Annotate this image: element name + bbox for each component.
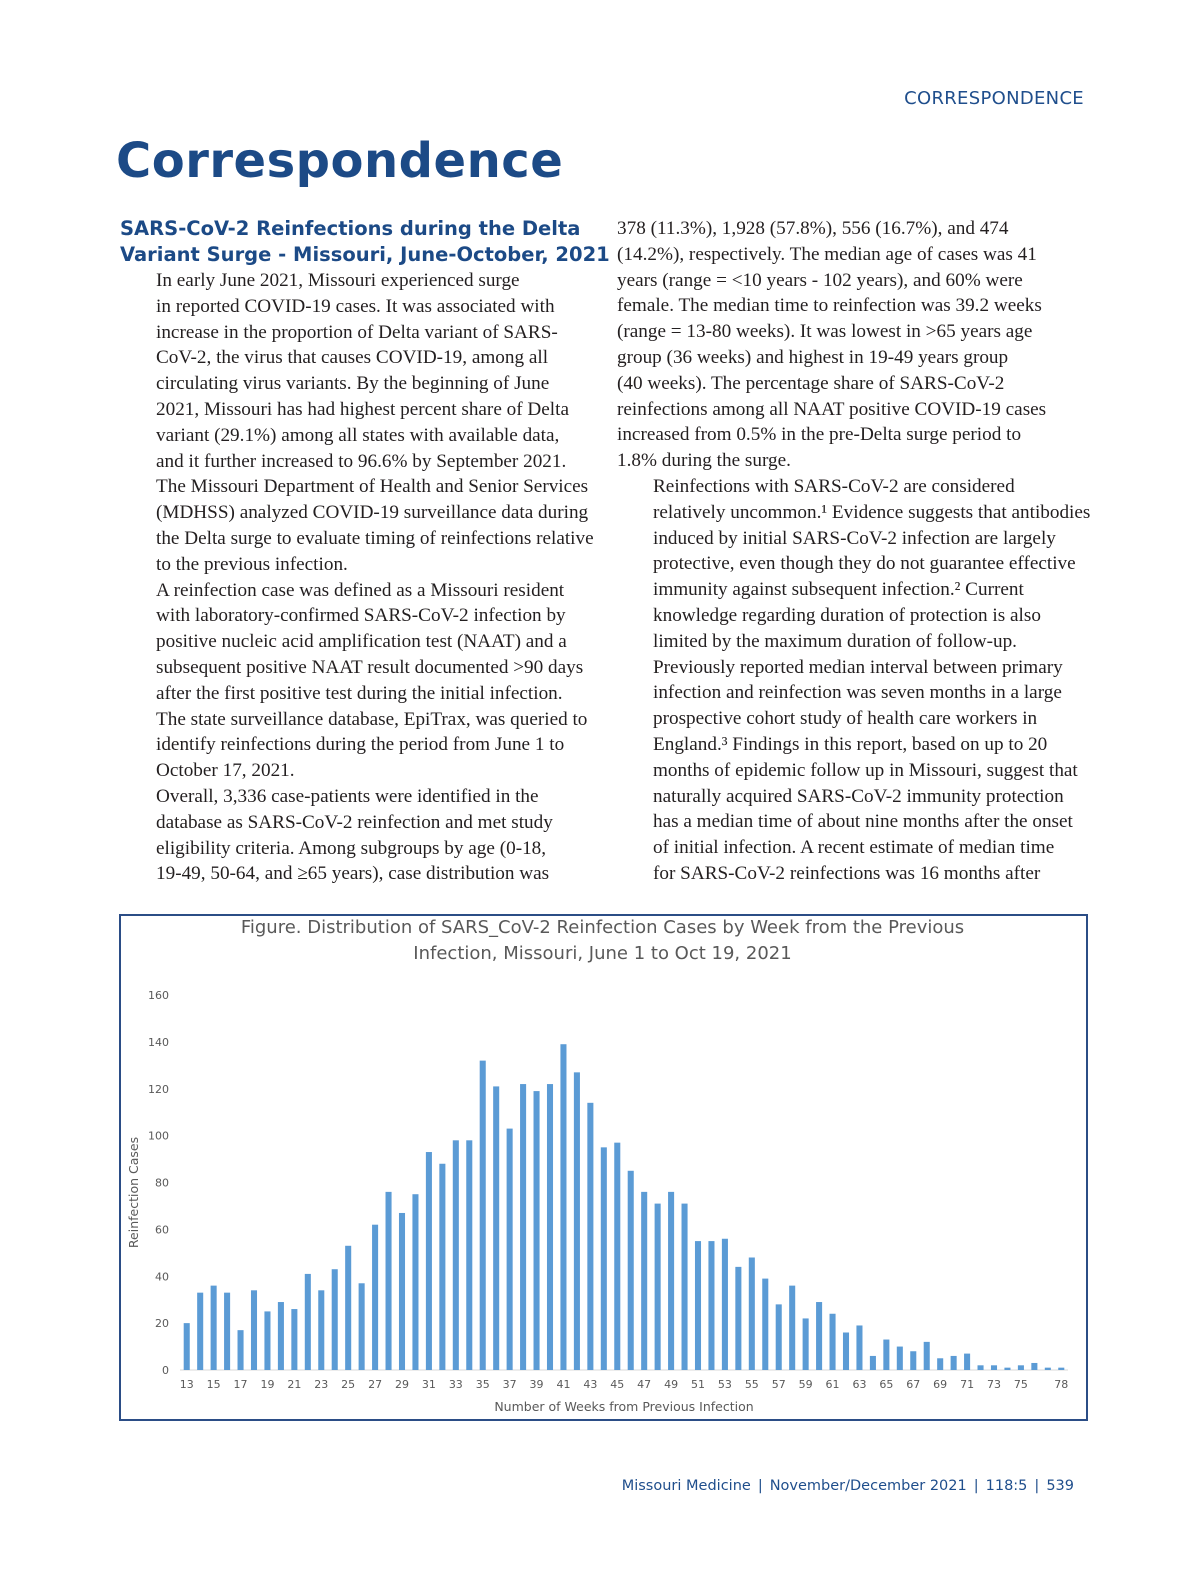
bar	[978, 1365, 984, 1370]
y-tick-label: 160	[148, 989, 169, 1002]
bar	[560, 1044, 566, 1370]
x-tick-label: 41	[556, 1378, 571, 1391]
text-line: CoV-2, the virus that causes COVID-19, among all	[156, 347, 549, 369]
text-line: infection and reinfection was seven months in a large	[653, 682, 1062, 704]
text-line: induced by initial SARS-CoV-2 infection are largely	[653, 527, 1056, 549]
x-tick-label: 75	[1013, 1378, 1028, 1391]
bar	[439, 1164, 445, 1370]
y-tick-label: 20	[155, 1317, 169, 1331]
bar	[305, 1274, 311, 1370]
bar	[211, 1286, 217, 1370]
bar	[789, 1286, 795, 1370]
y-tick-label: 140	[148, 1035, 169, 1049]
x-tick-label: 17	[233, 1378, 248, 1391]
bar	[224, 1293, 230, 1370]
text-line: with laboratory-confirmed SARS-CoV-2 infection by	[156, 605, 566, 627]
bar	[318, 1290, 324, 1370]
text-line: variant (29.1%) among all states with available data,	[156, 424, 560, 446]
separator: |	[1034, 1478, 1040, 1494]
chart-title	[120, 915, 1085, 967]
bar	[668, 1192, 674, 1370]
reinfection-bar-chart	[120, 975, 1085, 1419]
x-tick-label: 45	[610, 1378, 625, 1391]
text-line: England.³ Findings in this report, based on up to 20	[653, 733, 1048, 755]
text-line: for SARS-CoV-2 reinfections was 16 months after	[653, 862, 1041, 884]
x-tick-label: 63	[852, 1378, 867, 1391]
y-tick-label: 40	[155, 1270, 169, 1284]
bar	[345, 1246, 351, 1370]
text-line: prospective cohort study of health care workers in	[653, 708, 1038, 730]
bar	[883, 1340, 889, 1370]
text-line: The state surveillance database, EpiTrax, was queried to	[156, 708, 588, 730]
text-line: has a median time of about nine months after the onset	[653, 811, 1073, 833]
text-line: 19-49, 50-64, and ≥65 years), case distribution was	[156, 863, 550, 885]
bar	[399, 1213, 405, 1370]
bar	[251, 1290, 257, 1370]
bar	[1031, 1363, 1037, 1370]
text-line: 1.8% during the surge.	[617, 450, 791, 472]
separator: |	[973, 1478, 979, 1494]
volume-issue: 118:5	[985, 1478, 1028, 1494]
text-line: group (36 weeks) and highest in 19-49 years group	[617, 346, 1009, 368]
bar	[1018, 1365, 1024, 1370]
x-tick-label: 31	[421, 1378, 436, 1391]
bar	[493, 1086, 499, 1370]
bar	[278, 1302, 284, 1370]
y-axis-title: Reinfection Cases	[126, 1136, 141, 1249]
bar	[964, 1354, 970, 1370]
bar	[749, 1258, 755, 1371]
text-line: protective, even though they do not guarantee effective	[653, 553, 1076, 575]
x-tick-label: 67	[906, 1378, 921, 1391]
bar	[291, 1309, 297, 1370]
bar	[870, 1356, 876, 1370]
bar	[587, 1103, 593, 1370]
x-tick-label: 43	[583, 1378, 598, 1391]
paragraph	[120, 268, 592, 578]
paragraph	[617, 216, 1089, 474]
text-line: A reinfection case was defined as a Missouri resident	[156, 579, 565, 601]
text-line: to the previous infection.	[156, 553, 348, 575]
bar	[762, 1279, 768, 1370]
article-title-line: SARS-CoV-2 Reinfections during the Delta	[120, 217, 581, 240]
bar	[951, 1356, 957, 1370]
x-tick-label: 47	[637, 1378, 652, 1391]
text-line: 2021, Missouri has had highest percent share of Delta	[156, 398, 569, 420]
bar	[1045, 1368, 1051, 1370]
bar	[910, 1351, 916, 1370]
paragraph	[120, 784, 592, 887]
x-tick-label: 27	[368, 1378, 383, 1391]
bar	[924, 1342, 930, 1370]
bar	[937, 1358, 943, 1370]
bar	[412, 1194, 418, 1370]
x-tick-label: 37	[502, 1378, 517, 1391]
bar	[507, 1129, 513, 1370]
x-tick-label: 33	[448, 1378, 463, 1391]
text-line: eligibility criteria. Among subgroups by age (0-18,	[156, 837, 547, 859]
x-tick-label: 29	[395, 1378, 409, 1391]
x-tick-label: 35	[475, 1378, 490, 1391]
y-tick-label: 0	[162, 1364, 169, 1377]
x-tick-label: 21	[287, 1378, 302, 1391]
bar	[816, 1302, 822, 1370]
x-tick-label: 13	[179, 1378, 194, 1391]
bar	[426, 1152, 432, 1370]
text-line: (range = 13-80 weeks). It was lowest in >65 years age	[617, 321, 1033, 343]
page-title: Correspondence	[116, 133, 564, 189]
bar	[991, 1365, 997, 1370]
text-line: (MDHSS) analyzed COVID-19 surveillance data during	[156, 502, 589, 524]
text-line: relatively uncommon.¹ Evidence suggests that antibodies	[653, 501, 1091, 523]
x-tick-label: 19	[260, 1378, 275, 1391]
bar	[264, 1311, 270, 1370]
text-line: naturally acquired SARS-CoV-2 immunity protection	[653, 785, 1064, 807]
text-line: of initial infection. A recent estimate of median time	[653, 837, 1055, 859]
x-tick-label: 57	[771, 1378, 786, 1391]
bar	[601, 1147, 607, 1370]
issue-date: November/December 2021	[769, 1478, 967, 1494]
y-tick-label: 60	[155, 1223, 169, 1237]
bar	[695, 1241, 701, 1370]
page-footer	[622, 1478, 1074, 1494]
x-tick-label: 39	[529, 1378, 544, 1391]
bar	[722, 1239, 728, 1370]
x-tick-label: 65	[879, 1378, 894, 1391]
bar	[480, 1061, 486, 1370]
x-tick-label: 55	[744, 1378, 759, 1391]
paragraph	[617, 474, 1089, 887]
x-tick-label: 15	[206, 1378, 221, 1391]
bar	[574, 1072, 580, 1370]
bar	[655, 1204, 661, 1370]
bar	[830, 1314, 836, 1370]
text-line: In early June 2021, Missouri experienced surge	[156, 270, 520, 291]
text-line: increased from 0.5% in the pre-Delta surge period to	[617, 424, 1022, 446]
x-tick-label: 49	[664, 1378, 679, 1391]
text-line: (40 weeks). The percentage share of SARS-CoV-2	[617, 372, 1005, 394]
text-line: Previously reported median interval between primary	[653, 656, 1063, 678]
text-line: 378 (11.3%), 1,928 (57.8%), 556 (16.7%), and 474	[617, 218, 1009, 239]
y-tick-label: 120	[148, 1082, 169, 1096]
text-line: increase in the proportion of Delta variant of SARS-	[156, 321, 558, 343]
bar	[628, 1171, 634, 1370]
text-line: Overall, 3,336 case-patients were identified in the	[156, 785, 539, 807]
chart-title-line: Infection, Missouri, June 1 to Oct 19, 2021	[413, 943, 792, 964]
text-line: positive nucleic acid amplification test (NAAT) and a	[156, 631, 567, 653]
text-line: identify reinfections during the period from June 1 to	[156, 734, 565, 756]
bar	[197, 1293, 203, 1370]
bar	[614, 1143, 620, 1370]
text-line: years (range = <10 years - 102 years), and 60% were	[617, 269, 1023, 291]
journal-name: Missouri Medicine	[621, 1478, 751, 1494]
text-line: Reinfections with SARS-CoV-2 are considered	[653, 475, 1015, 497]
x-tick-label: 59	[798, 1378, 813, 1391]
text-line: the Delta surge to evaluate timing of reinfections relative	[156, 527, 594, 549]
x-tick-label: 53	[717, 1378, 732, 1391]
bar	[386, 1192, 392, 1370]
bar	[682, 1204, 688, 1370]
text-line: circulating virus variants. By the beginning of June	[156, 373, 550, 395]
x-tick-label: 61	[825, 1378, 840, 1391]
bar	[547, 1084, 553, 1370]
chart-title-line: Figure. Distribution of SARS_CoV-2 Reinfection Cases by Week from the Previous	[240, 917, 965, 938]
text-line: October 17, 2021.	[156, 760, 295, 782]
bar	[776, 1304, 782, 1370]
bar	[238, 1330, 244, 1370]
text-line: in reported COVID-19 cases. It was associated with	[156, 295, 555, 317]
text-line: subsequent positive NAAT result documented >90 days	[156, 656, 584, 678]
section-label: CORRESPONDENCE	[904, 88, 1084, 109]
bar	[897, 1347, 903, 1370]
bar	[466, 1140, 472, 1370]
x-tick-label: 51	[691, 1378, 705, 1391]
x-tick-label: 78	[1054, 1378, 1069, 1391]
bar	[332, 1269, 338, 1370]
text-line: months of epidemic follow up in Missouri, suggest that	[653, 759, 1078, 781]
bar	[534, 1091, 540, 1370]
x-tick-label: 23	[314, 1378, 329, 1391]
bar	[453, 1140, 459, 1370]
left-column	[120, 216, 610, 887]
text-line: The Missouri Department of Health and Senior Services	[156, 476, 589, 498]
text-line: knowledge regarding duration of protection is also	[653, 604, 1041, 626]
text-line: limited by the maximum duration of follow-up.	[653, 630, 1017, 652]
x-tick-label: 71	[960, 1378, 975, 1391]
y-tick-label: 80	[155, 1176, 169, 1190]
article-title	[120, 216, 610, 268]
bar	[641, 1192, 647, 1370]
bar	[359, 1283, 365, 1370]
bar	[843, 1333, 849, 1371]
text-line: immunity against subsequent infection.² Current	[653, 579, 1024, 601]
page-number: 539	[1046, 1478, 1074, 1494]
bar	[1058, 1368, 1064, 1370]
text-line: (14.2%), respectively. The median age of cases was 41	[617, 243, 1037, 265]
y-tick-label: 100	[148, 1129, 169, 1143]
text-line: after the first positive test during the initial infection.	[156, 682, 563, 704]
article-title-line: Variant Surge - Missouri, June-October, 2021	[120, 243, 610, 266]
x-tick-label: 25	[341, 1378, 356, 1391]
bar	[520, 1084, 526, 1370]
text-line: female. The median time to reinfection was 39.2 weeks	[617, 295, 1042, 317]
bar	[372, 1225, 378, 1370]
x-tick-label: 73	[987, 1378, 1001, 1391]
paragraph	[120, 578, 592, 784]
separator: |	[757, 1478, 763, 1494]
bar	[184, 1323, 190, 1370]
text-line: and it further increased to 96.6% by September 2021.	[156, 450, 567, 472]
x-axis-title: Number of Weeks from Previous Infection	[494, 1399, 754, 1414]
bar	[856, 1325, 862, 1370]
bar	[708, 1241, 714, 1370]
text-line: reinfections among all NAAT positive COVID-19 cases	[617, 398, 1047, 420]
bar	[1004, 1368, 1010, 1370]
x-tick-label: 69	[933, 1378, 948, 1391]
bar	[803, 1318, 809, 1370]
text-line: database as SARS-CoV-2 reinfection and met study	[156, 811, 553, 833]
right-column	[617, 216, 1089, 887]
bar	[735, 1267, 741, 1370]
